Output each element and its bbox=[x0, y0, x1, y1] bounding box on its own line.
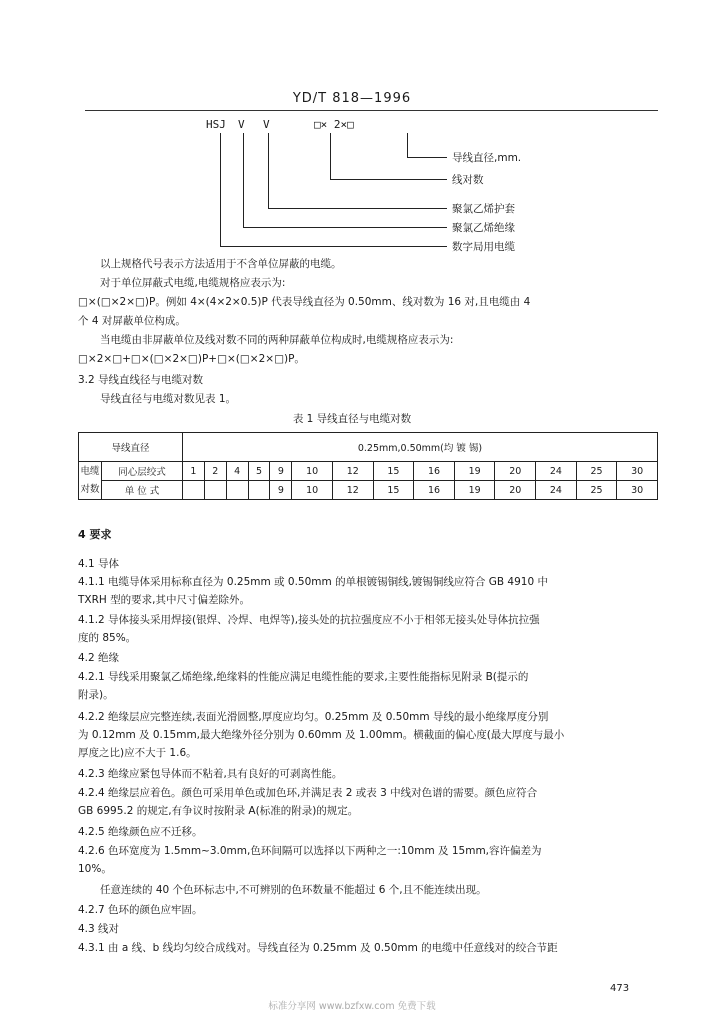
paragraph: 4.3.1 由 a 线、b 线均匀绞合成线对。导线直径为 0.25mm 及 0.50mm 的电缆中任意线对的绞合节距 bbox=[78, 942, 558, 954]
paragraph: 对于单位屏蔽式电缆,电缆规格应表示为: bbox=[100, 277, 286, 289]
section-heading: 4.3 线对 bbox=[78, 923, 120, 935]
diagram-label: 聚氯乙烯护套 bbox=[452, 203, 515, 215]
table-cell bbox=[183, 481, 205, 500]
paragraph: 4.2.1 导线采用聚氯乙烯绝缘,绝缘料的性能应满足电缆性能的要求,主要性能指标见附录 B(提示的 bbox=[78, 671, 529, 683]
paragraph: □×(□×2×□)P。例如 4×(4×2×0.5)P 代表导线直径为 0.50mm、线对数为 16 对,且电缆由 4 bbox=[78, 296, 531, 308]
paragraph: 4.1.1 电缆导体采用标称直径为 0.25mm 或 0.50mm 的单根镀锡铜线,镀锡铜线应符合 GB 4910 中 bbox=[78, 576, 548, 588]
table-cell: 19 bbox=[454, 481, 495, 500]
table-cell: 5 bbox=[248, 462, 270, 481]
paragraph: 以上规格代号表示方法适用于不含单位屏蔽的电缆。 bbox=[100, 258, 342, 270]
paragraph: 4.2.3 绝缘应紧包导体而不粘着,具有良好的可剥离性能。 bbox=[78, 768, 343, 780]
code-v2: V bbox=[263, 118, 270, 131]
table-row-group-label: 电缆对数 bbox=[79, 462, 102, 500]
table-row-label: 同心层绞式 bbox=[102, 462, 183, 481]
table-row bbox=[79, 462, 658, 481]
table-cell: 24 bbox=[536, 481, 577, 500]
diagram-label: 导线直径,mm. bbox=[452, 152, 522, 164]
paragraph: GB 6995.2 的规定,有争议时按附录 A(标准的附录)的规定。 bbox=[78, 805, 359, 817]
leader-line bbox=[407, 157, 447, 158]
leader-line bbox=[243, 227, 447, 228]
table-cell bbox=[204, 481, 226, 500]
table-cell: 9 bbox=[270, 462, 292, 481]
paragraph: 厚度之比)应不大于 1.6。 bbox=[78, 747, 197, 759]
table-cell: 10 bbox=[292, 481, 333, 500]
header-rule bbox=[85, 110, 658, 111]
table-cell: 9 bbox=[270, 481, 292, 500]
code-suffix: □× 2×□ bbox=[314, 118, 354, 131]
table-header-row bbox=[79, 433, 658, 462]
table-cell: 25 bbox=[576, 481, 617, 500]
table-cell: 15 bbox=[373, 481, 414, 500]
table-cell: 19 bbox=[454, 462, 495, 481]
code-v1: V bbox=[238, 118, 245, 131]
table-cell: 12 bbox=[332, 462, 373, 481]
page-number: 473 bbox=[610, 983, 630, 994]
table-cell: 20 bbox=[495, 462, 536, 481]
paragraph: TXRH 型的要求,其中尺寸偏差除外。 bbox=[78, 594, 250, 606]
table-cell: 1 bbox=[183, 462, 205, 481]
table-cell bbox=[248, 481, 270, 500]
table-row bbox=[79, 481, 658, 500]
paragraph: 4.2.5 绝缘颜色应不迁移。 bbox=[78, 826, 203, 838]
diagram-label: 线对数 bbox=[452, 174, 484, 186]
diagram-label: 聚氯乙烯绝缘 bbox=[452, 222, 515, 234]
table-cell: 30 bbox=[617, 481, 658, 500]
table-cell: 15 bbox=[373, 462, 414, 481]
table-cell: 25 bbox=[576, 462, 617, 481]
leader-line bbox=[330, 133, 331, 179]
paragraph: 度的 85%。 bbox=[78, 632, 137, 644]
table-cell: 4 bbox=[226, 462, 248, 481]
table-cell: 16 bbox=[414, 462, 455, 481]
paragraph: 4.2.7 色环的颜色应牢固。 bbox=[78, 904, 203, 916]
leader-line bbox=[268, 133, 269, 208]
table-caption: 表 1 导线直径与电缆对数 bbox=[292, 413, 412, 425]
paragraph: 当电缆由非屏蔽单位及线对数不同的两种屏蔽单位构成时,电缆规格应表示为: bbox=[100, 334, 454, 346]
section-heading: 3.2 导线直线径与电缆对数 bbox=[78, 374, 204, 386]
table-conductor-diameter bbox=[78, 432, 658, 500]
table-header-cell: 导线直径 bbox=[79, 433, 183, 462]
table-cell: 16 bbox=[414, 481, 455, 500]
paragraph: 为 0.12mm 及 0.15mm,最大绝缘外径分别为 0.60mm 及 1.00mm。横截面的偏心度(最大厚度与最小 bbox=[78, 729, 565, 741]
paragraph: 个 4 对屏蔽单位构成。 bbox=[78, 315, 186, 327]
leader-line bbox=[243, 133, 244, 227]
paragraph: 任意连续的 40 个色环标志中,不可辨别的色环数量不能超过 6 个,且不能连续出现。 bbox=[100, 884, 487, 896]
paragraph: 4.2.4 绝缘层应着色。颜色可采用单色或加色环,并满足表 2 或表 3 中线对色谱的需要。颜色应符合 bbox=[78, 787, 538, 799]
paragraph: 4.1.2 导体接头采用焊接(银焊、冷焊、电焊等),接头处的抗拉强度应不小于相邻无接头处导体抗拉强 bbox=[78, 614, 540, 626]
leader-line bbox=[268, 208, 447, 209]
table-cell: 30 bbox=[617, 462, 658, 481]
leader-line bbox=[407, 133, 408, 157]
document-header: YD/T 818—1996 bbox=[292, 91, 412, 106]
table-cell: 20 bbox=[495, 481, 536, 500]
table-cell: 10 bbox=[292, 462, 333, 481]
table-cell: 24 bbox=[536, 462, 577, 481]
section-heading: 4 要求 bbox=[78, 528, 112, 541]
leader-line bbox=[220, 246, 447, 247]
diagram-label: 数字局用电缆 bbox=[452, 241, 515, 253]
paragraph: □×2×□+□×(□×2×□)P+□×(□×2×□)P。 bbox=[78, 353, 305, 365]
paragraph: 导线直径与电缆对数见表 1。 bbox=[100, 393, 237, 405]
leader-line bbox=[220, 133, 221, 246]
paragraph: 附录)。 bbox=[78, 689, 114, 701]
paragraph: 10%。 bbox=[78, 863, 112, 875]
paragraph: 4.2.6 色环宽度为 1.5mm~3.0mm,色环间隔可以选择以下两种之一:10mm 及 15mm,容许偏差为 bbox=[78, 845, 542, 857]
section-heading: 4.1 导体 bbox=[78, 558, 120, 570]
table-row-label: 单 位 式 bbox=[102, 481, 183, 500]
table-cell: 2 bbox=[204, 462, 226, 481]
table-cell: 12 bbox=[332, 481, 373, 500]
paragraph: 4.2.2 绝缘层应完整连续,表面光滑圆整,厚度应均匀。0.25mm 及 0.50mm 导线的最小绝缘厚度分别 bbox=[78, 711, 549, 723]
table-cell bbox=[226, 481, 248, 500]
table-header-cell: 0.25mm,0.50mm(均 镀 锡) bbox=[183, 433, 658, 462]
leader-line bbox=[330, 179, 447, 180]
code-hsj: HSJ bbox=[206, 118, 226, 131]
watermark-text: 标准分享网 www.bzfxw.com 免费下载 bbox=[268, 1001, 436, 1012]
section-heading: 4.2 绝缘 bbox=[78, 652, 120, 664]
